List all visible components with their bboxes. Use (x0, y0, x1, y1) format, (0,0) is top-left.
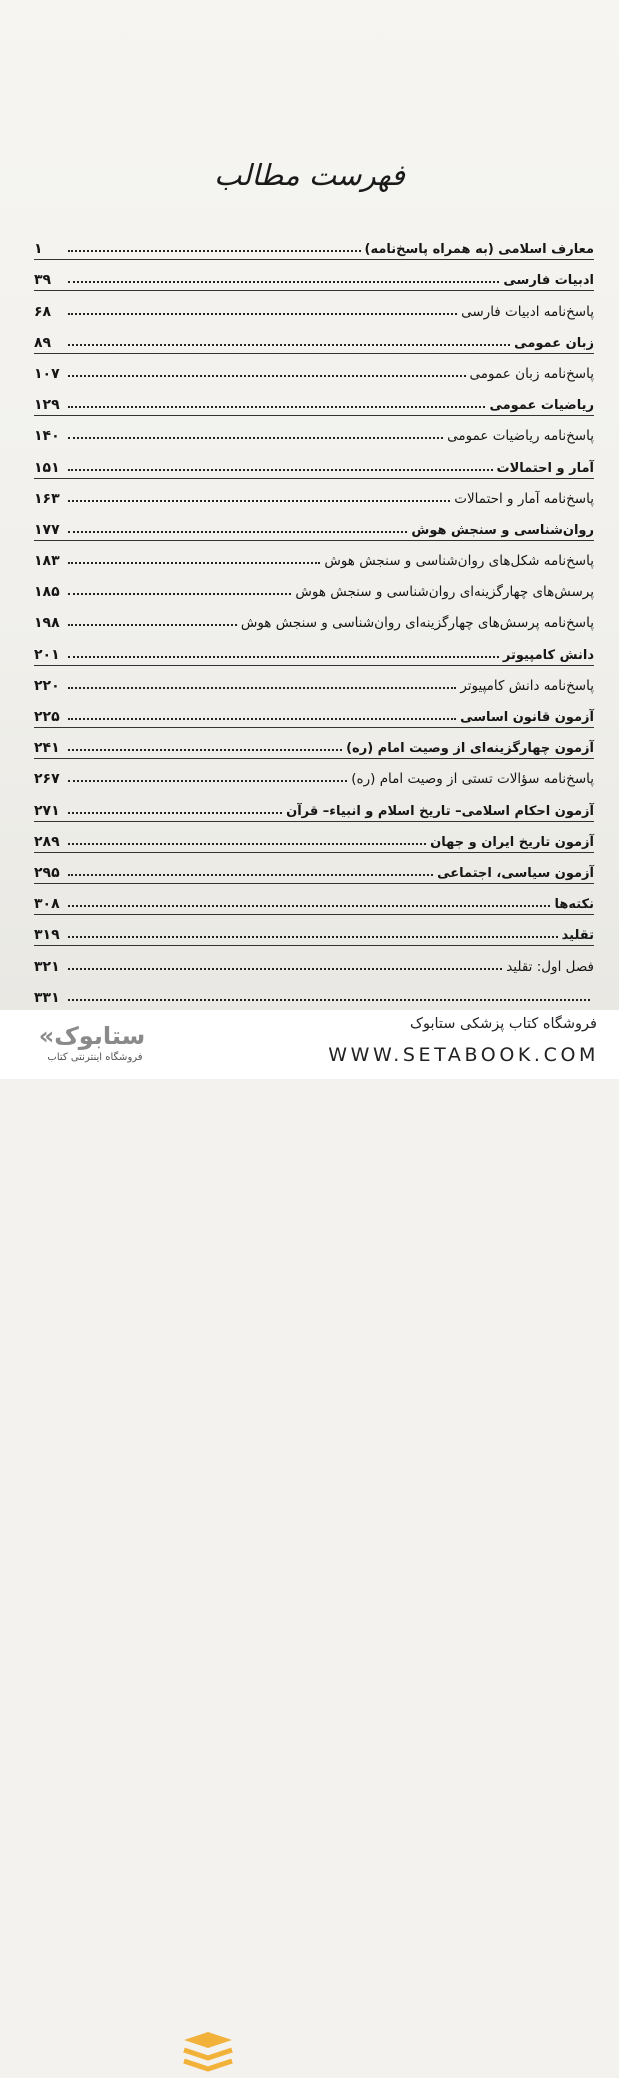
store-logo: ستابوک» (38, 1022, 146, 1050)
dot-leader (68, 687, 456, 689)
toc-entry (34, 384, 594, 415)
toc-entry-page: ۲۲۰ (34, 677, 60, 694)
toc-entry-page: ۲۰۱ (34, 646, 60, 663)
toc-entry (34, 322, 594, 353)
toc-entry-page: ۲۷۱ (34, 802, 60, 819)
dot-leader (68, 469, 493, 471)
toc-entry-title: آزمون تاریخ ایران و جهان (430, 834, 594, 850)
dot-leader (68, 936, 558, 938)
toc-entry-title: تقلید (561, 928, 594, 944)
toc-entry (34, 789, 594, 820)
toc-entry-page: ۱۰۷ (34, 365, 60, 382)
toc-entry-title: آزمون سیاسی، اجتماعی (437, 865, 594, 881)
toc-entry-title: پاسخ‌نامه زبان عمومی (469, 365, 594, 382)
toc-entry-page: ۸۹ (34, 334, 52, 351)
table-of-contents (34, 228, 594, 1008)
toc-entry (34, 415, 594, 446)
toc-entry-title: آزمون احکام اسلامی– تاریخ اسلام و انبیاء– قرآن (286, 803, 594, 819)
toc-entry-page: ۱ (34, 241, 43, 258)
dot-leader (68, 593, 291, 595)
dot-leader (68, 531, 407, 533)
toc-entry-title: آزمون چهارگزینه‌ای از وصیت امام (ره) (346, 741, 594, 757)
dot-leader (68, 406, 485, 408)
toc-entry-title: زبان عمومی (514, 335, 594, 351)
toc-entry (34, 509, 594, 540)
dot-leader (68, 812, 282, 814)
toc-entry-page: ۱۲۹ (34, 397, 60, 414)
toc-entry-title: پاسخ‌نامه شکل‌های روان‌شناسی و سنجش هوش (324, 553, 594, 570)
toc-entry (34, 633, 594, 664)
dot-leader (68, 749, 342, 751)
toc-entry-title: آزمون قانون اساسی (460, 710, 594, 725)
toc-entry-title: پاسخ‌نامه دانش کامپیوتر (460, 677, 594, 694)
toc-entry (34, 290, 594, 321)
toc-entry-page: ۱۹۸ (34, 615, 60, 632)
toc-entry-page: ۳۰۸ (34, 896, 60, 913)
toc-entry-page: ۱۶۳ (34, 490, 60, 507)
toc-entry-title: معارف اسلامی (به همراه پاسخ‌نامه) (364, 242, 594, 258)
toc-entry (34, 665, 594, 696)
toc-entry-title: آمار و احتمالات (496, 460, 594, 476)
toc-entry-title: پرسش‌های چهارگزینه‌ای روان‌شناسی و سنجش هوش (295, 584, 594, 601)
toc-entry (34, 571, 594, 602)
store-url[interactable]: WWW.SETABOOK.COM (328, 1044, 599, 1066)
toc-entry-page: ۲۸۹ (34, 833, 60, 850)
toc-entry-page: ۱۸۳ (34, 553, 60, 570)
toc-entry-title: پاسخ‌نامه سؤالات تستی از وصیت امام (ره) (351, 771, 594, 788)
dot-leader (68, 250, 361, 252)
toc-entry (34, 353, 594, 384)
dot-leader (68, 375, 466, 377)
toc-entry-page: ۱۸۵ (34, 584, 60, 601)
dot-leader (68, 999, 590, 1001)
toc-entry-title: پاسخ‌نامه ریاضیات عمومی (447, 428, 594, 445)
toc-entry (34, 758, 594, 789)
dot-leader (68, 437, 443, 439)
toc-entry-page: ۲۶۷ (34, 771, 60, 788)
dot-leader (68, 313, 457, 315)
toc-entry (34, 478, 594, 509)
toc-entry (34, 914, 594, 945)
store-name: فروشگاه کتاب پزشکی ستابوک (409, 1016, 597, 1032)
store-tagline: فروشگاه اینترنتی کتاب (47, 1052, 143, 1063)
toc-entry-title: فصل اول: تقلید (506, 958, 594, 975)
toc-entry (34, 540, 594, 571)
book-stack-icon (180, 2028, 236, 2078)
toc-entry (34, 821, 594, 852)
toc-entry-page: ۲۹۵ (34, 864, 60, 881)
toc-entry-title: پاسخ‌نامه ادبیات فارسی (461, 303, 594, 320)
toc-entry (34, 696, 594, 727)
dot-leader (68, 780, 347, 782)
toc-entry-title: پاسخ‌نامه پرسش‌های چهارگزینه‌ای روان‌شناسی و سنجش هوش (240, 615, 594, 632)
dot-leader (68, 874, 433, 876)
toc-entry-page: ۶۸ (34, 303, 52, 320)
toc-entry-page: ۳۲۱ (34, 958, 60, 975)
toc-entry-page: ۳۱۹ (34, 927, 60, 944)
toc-entry-page: ۳۹ (34, 272, 52, 289)
toc-entry-page: ۱۴۰ (34, 428, 60, 445)
dot-leader (68, 656, 499, 658)
toc-entry (34, 727, 594, 758)
toc-entry (34, 259, 594, 290)
toc-entry (34, 883, 594, 914)
dot-leader (68, 281, 499, 283)
toc-entry-title: نکته‌ها (554, 897, 594, 913)
dot-leader (68, 624, 237, 626)
toc-entry (34, 852, 594, 883)
dot-leader (68, 718, 456, 720)
toc-entry-title: روان‌شناسی و سنجش هوش (411, 522, 594, 538)
dot-leader (68, 500, 450, 502)
dot-leader (68, 562, 320, 564)
page-title: فهرست مطالب (214, 158, 405, 192)
toc-entry-title: ریاضیات عمومی (489, 398, 594, 414)
book-page (0, 0, 619, 1010)
dot-leader (68, 968, 502, 970)
toc-entry-page: ۳۳۱ (34, 989, 60, 1006)
toc-entry (34, 446, 594, 477)
toc-entry-title: ادبیات فارسی (503, 273, 594, 289)
toc-entry-page: ۲۲۵ (34, 709, 60, 725)
toc-entry-page: ۱۷۷ (34, 521, 60, 538)
toc-entry-page: ۲۴۱ (34, 740, 60, 757)
dot-leader (68, 843, 426, 845)
toc-entry-page: ۱۵۱ (34, 459, 60, 476)
toc-entry (34, 977, 594, 1008)
toc-entry (34, 602, 594, 633)
toc-entry-title: دانش کامپیوتر (502, 647, 594, 663)
toc-entry (34, 945, 594, 976)
dot-leader (68, 905, 550, 907)
toc-entry (34, 228, 594, 259)
dot-leader (68, 344, 510, 346)
toc-entry-title: پاسخ‌نامه آمار و احتمالات (454, 490, 594, 507)
